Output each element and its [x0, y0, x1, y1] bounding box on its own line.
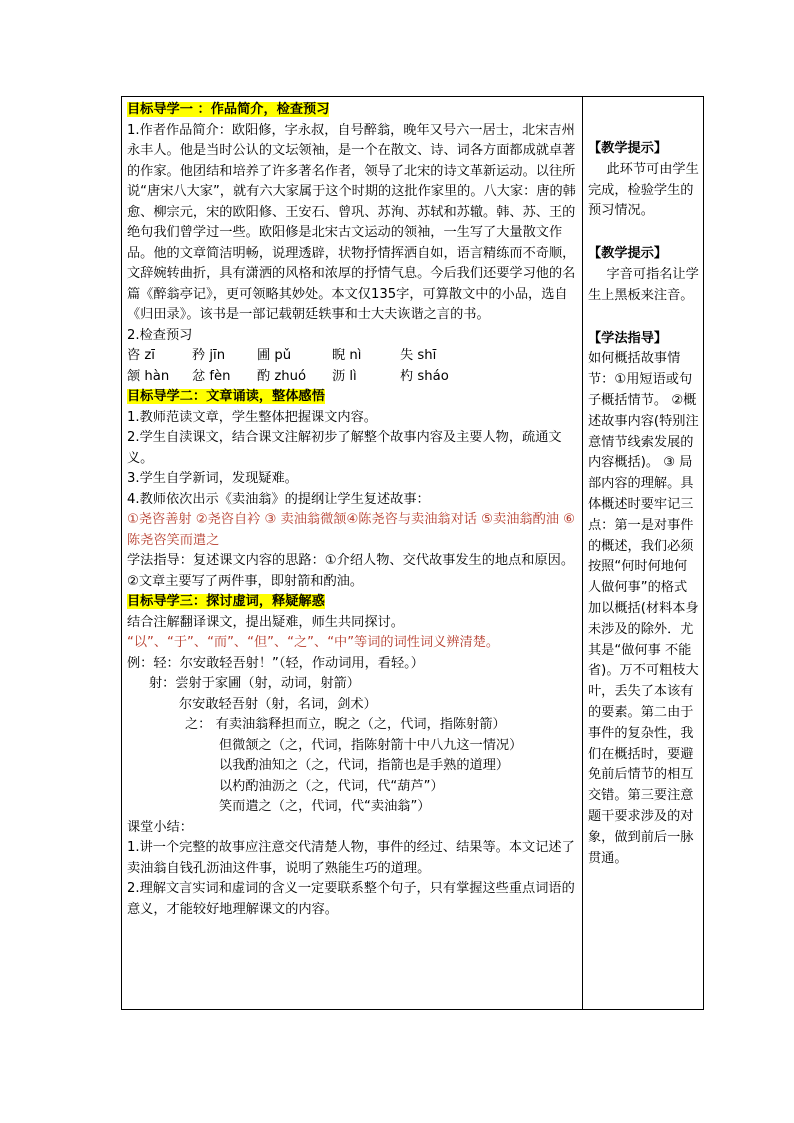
example-line: 例：轻：尔安敢轻吾射！”（轻，作动词用，看轻。）	[127, 655, 424, 671]
summary-item: 1.讲一个完整的故事应注意交代清楚人物，事件的经过、结果等。本文记述了卖油翁自钱孔沥油这件事，说明了熟能生巧的道理。	[127, 840, 575, 876]
example-line: 尔安敢轻吾射（射，名词，剑术）	[179, 696, 377, 712]
pinyin-item: 酌 zhuó	[257, 368, 307, 384]
list-item: 1.教师范读文章，学生整体把握课文内容。	[127, 409, 377, 425]
tip-title: 【教学提示】	[588, 141, 668, 156]
section3-lead: 结合注解翻译课文，提出疑难，师生共同探讨。	[127, 614, 404, 630]
example-line: 以杓酌油沥之（之，代词，代“葫芦”）	[219, 778, 444, 794]
pinyin-row-1	[127, 346, 578, 367]
tip-body: 如何概括故事情节：①用短语或句子概括情节。 ②概述故事内容(特别注意情节线索发展的内容概括)。 ③ 局部内容的理解。具体概述时要牢记三点：第一是对事件的概述，我们必须按照“何时何地何人做何事”的格式加以概括(材料本身未涉及的除外．尤其是“做何事 不能省)。万不可粗枝大叶，丢失了本该有的要素。第二由于事件的复杂性，我们在概括时，要避免前后情节的相互交错。第三要注意题干要求涉及的对象，做到前后一脉贯通。	[588, 351, 699, 866]
tip-body: 字音可指名让学生上黑板来注音。	[588, 266, 699, 303]
pinyin-item: 忿 fèn	[192, 368, 231, 384]
method-guidance: 学法指导：复述课文内容的思路：①介绍人物、交代故事发生的地点和原因。 ②文章主要写了两件事，即射箭和酌油。	[127, 553, 575, 589]
section2-heading: 目标导学二：文章诵读，整体感悟	[127, 389, 325, 404]
pinyin-item: 失 shī	[400, 348, 437, 363]
list-item: 3.学生自学新词，发现疑难。	[127, 471, 298, 486]
summary-title: 课堂小结：	[127, 819, 193, 835]
method-tip	[588, 329, 700, 870]
teaching-tip-1	[588, 139, 700, 222]
tip-body: 此环节可由学生完成，检验学生的预习情况。	[588, 161, 699, 219]
example-line: 射：尝射于家圃（射，动词，射箭）	[149, 676, 360, 691]
summary-item: 2.理解文言实词和虚词的含义一定要联系整个句子，只有掌握这些重点词语的意义，才能较好地理解课文的内容。	[127, 881, 575, 917]
example-line: 笑而遣之（之，代词，代“卖油翁”）	[219, 799, 431, 814]
pinyin-row-2	[127, 367, 578, 388]
tip-title: 【教学提示】	[588, 246, 668, 262]
example-line: 以我酌油知之（之，代词，指箭也是手熟的道理）	[219, 758, 510, 773]
preview-check-title: 2.检查预习	[127, 327, 193, 343]
example-line: 但微颔之（之，代词，指陈射箭十中八九这一情况）	[219, 737, 523, 753]
main-column	[127, 100, 578, 920]
list-item: 4.教师依次出示《卖油翁》的提纲让学生复述故事：	[127, 491, 430, 507]
side-column	[588, 139, 700, 891]
teaching-tip-2	[588, 244, 700, 306]
pinyin-item: 颔 hàn	[127, 368, 170, 384]
pinyin-item: 咨 zī	[127, 348, 155, 363]
tip-title: 【学法指导】	[588, 330, 668, 346]
pinyin-item: 矜 jīn	[192, 348, 226, 363]
pinyin-item: 圃 pǔ	[257, 348, 292, 363]
section1-heading: 目标导学一 ：作品简介，检查预习	[127, 102, 330, 117]
function-words-note: “以”、“于”、“而”、“但”、“之”、“中”等词的词性词义辨清楚。	[127, 635, 500, 650]
column-divider	[582, 97, 583, 1009]
author-intro: 1.作者作品简介：欧阳修，字永叔，自号醉翁，晚年又号六一居士，北宋吉州永丰人。他是当时公认的文坛领袖，是一个在散文、诗、词各方面都成就卓著的作家。他团结和培养了许多著名作者，领导了北宋的诗文革新运动。以往所说“唐宋八大家”，就有六大家属于这个时期的这批作家里的。八大家：唐的韩愈、柳宗元，宋的欧阳修、王安石、曾巩、苏洵、苏轼和苏辙。韩、苏、王的绝句我们曾学过一些。欧阳修是北宋古文运动的领袖，一生写了大量散文作品。他的文章简洁明畅，说理透辟，状物抒情挥洒自如，语言精练而不奇顺，文辞婉转曲折，具有潇洒的风格和浓厚的抒情气息。今后我们还要学习他的名篇《醉翁亭记》，更可领略其妙处。本文仅135字，可算散文中的小品，选自《归田录》。该书是一部记载朝廷轶事和士大夫诙谐之言的书。	[127, 122, 576, 322]
list-item: 2.学生自渎课文，结合课文注解初步了解整个故事内容及主要人物，疏通文义。	[127, 430, 562, 466]
pinyin-item: 沥 lì	[332, 368, 357, 384]
section3-heading: 目标导学三：探讨虚词，释疑解惑	[127, 594, 325, 609]
story-outline: ①尧咨善射 ②尧咨自衿 ③ 卖油翁微颔④陈尧咨与卖油翁对话 ⑤卖油翁酌油 ⑥陈尧咨笑而遣之	[127, 512, 575, 548]
pinyin-item: 睨 nì	[332, 348, 362, 363]
example-line: 之： 有卖油翁释担而立，睨之（之，代词，指陈射箭）	[185, 717, 506, 732]
lesson-table	[121, 96, 704, 1010]
pinyin-item: 杓 sháo	[400, 368, 449, 384]
